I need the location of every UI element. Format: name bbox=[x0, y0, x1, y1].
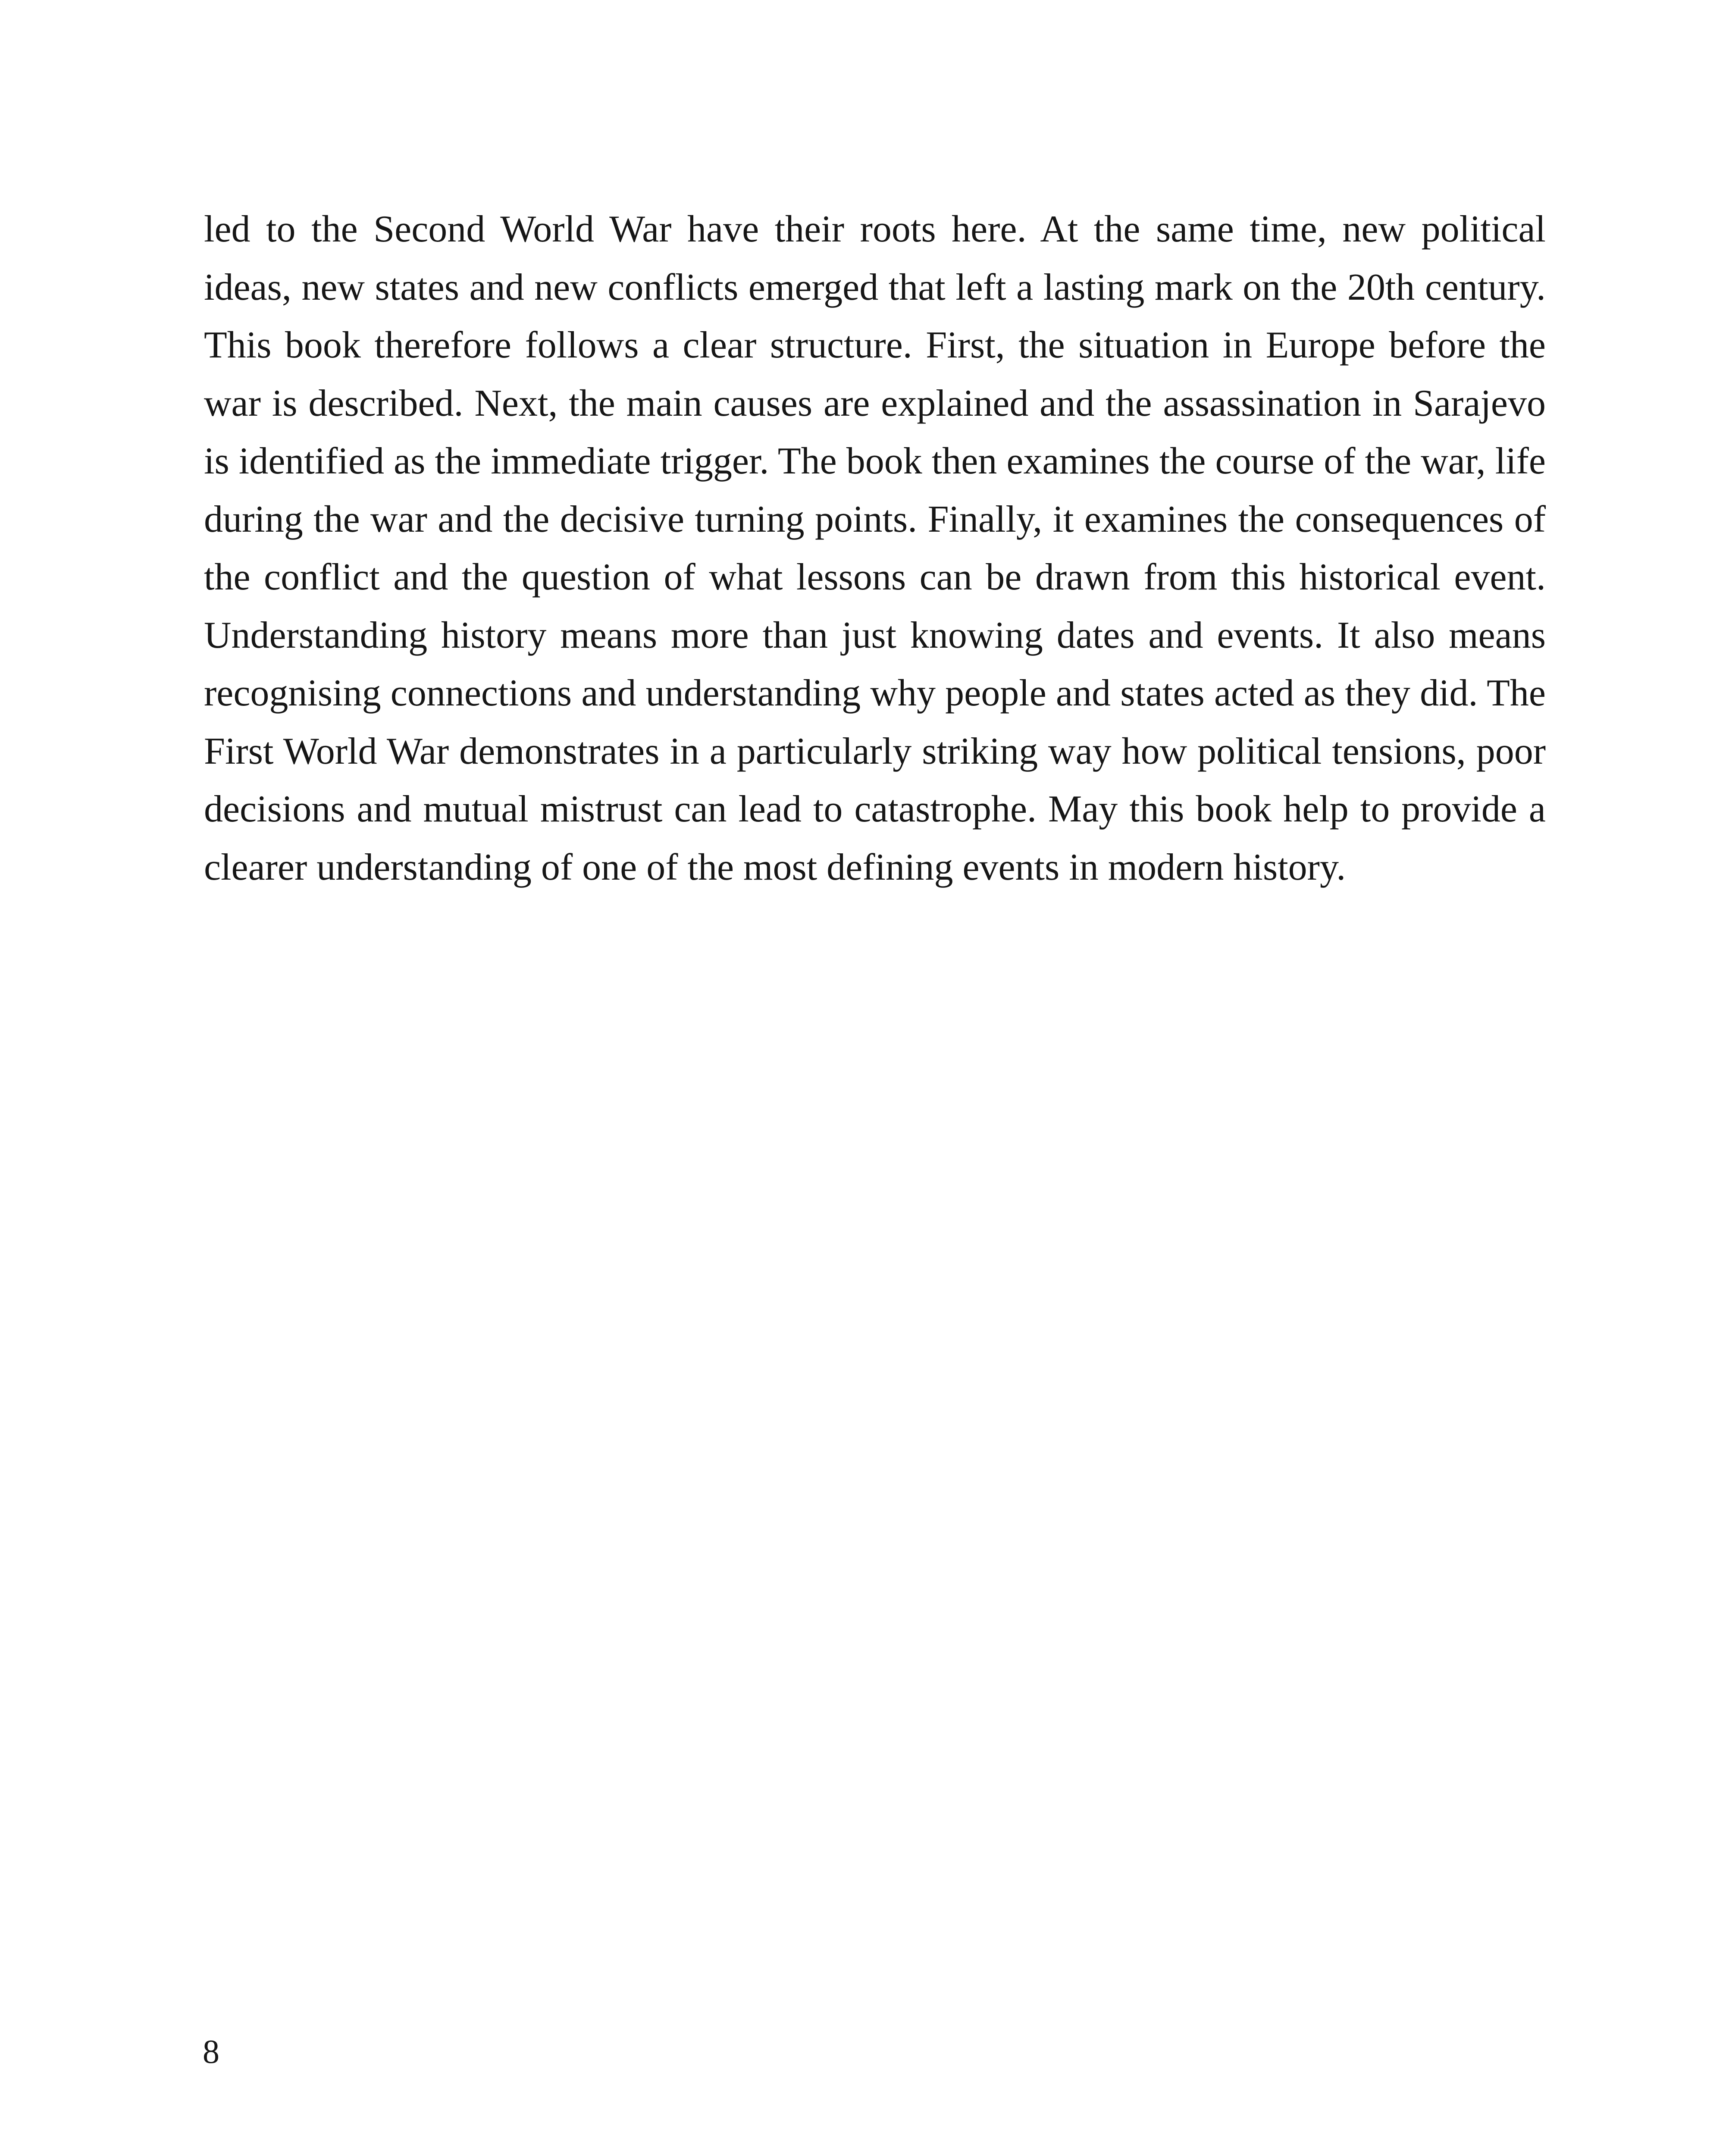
page-number: 8 bbox=[203, 2033, 219, 2070]
body-paragraph: led to the Second World War have their roots here. At the same time, new political ideas, new states and new conflicts emerged that left a lasting mark on the 20th century. This book therefore follows a clear structure. First, the situation in Europe before the war is described. Next, the main causes are explained and the assassination in Sarajevo is identified as the immediate trigger. The book then examines the course of the war, life during the war and the decisive turning points. Finally, it examines the consequences of the conflict and the question of what lessons can be drawn from this historical event. Understanding history means more than just knowing dates and events. It also means recognising connections and understanding why people and states acted as they did. The First World War demonstrates in a particularly striking way how political tensions, poor decisions and mutual mistrust can lead to catastrophe. May this book help to provide a clearer understanding of one of the most defining events in modern history. bbox=[204, 208, 1546, 888]
